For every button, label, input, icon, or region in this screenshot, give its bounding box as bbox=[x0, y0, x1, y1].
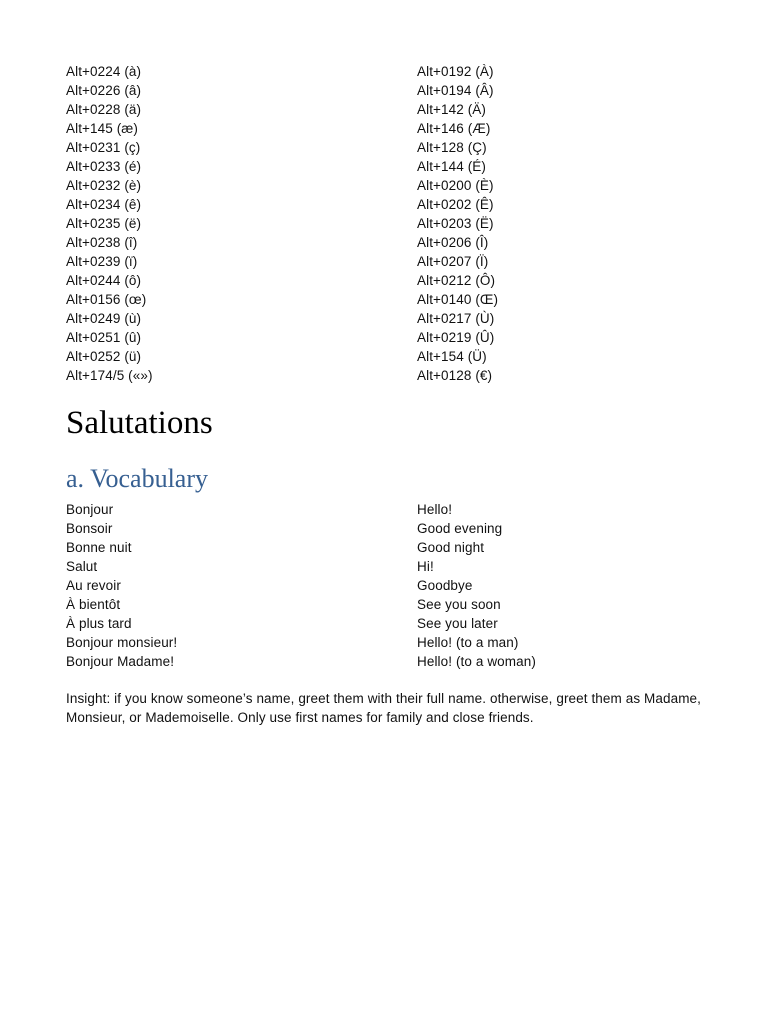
alt-code-uppercase: Alt+128 (Ç) bbox=[417, 140, 487, 155]
alt-code-lowercase: Alt+0239 (ï) bbox=[66, 254, 138, 269]
vocab-french: Au revoir bbox=[66, 578, 121, 593]
alt-code-lowercase: Alt+0234 (ê) bbox=[66, 197, 142, 212]
alt-code-lowercase: Alt+0252 (ü) bbox=[66, 349, 142, 364]
alt-code-uppercase: Alt+0202 (Ê) bbox=[417, 197, 494, 212]
alt-code-uppercase: Alt+0212 (Ô) bbox=[417, 273, 496, 288]
alt-code-uppercase: Alt+0140 (Œ) bbox=[417, 292, 499, 307]
vocab-english: Hello! (to a man) bbox=[417, 635, 519, 650]
vocab-french: Bonjour Madame! bbox=[66, 654, 175, 669]
insight-paragraph: Insight: if you know someone’s name, greet them with their full name. otherwise, greet them as Madame, Monsieur, or Mademoiselle. Only use first names for family and close friends. bbox=[66, 691, 702, 725]
alt-code-lowercase: Alt+0232 (è) bbox=[66, 178, 142, 193]
vocab-english: Hello! bbox=[417, 502, 453, 517]
alt-code-lowercase: Alt+0231 (ç) bbox=[66, 140, 141, 155]
alt-code-uppercase: Alt+0194 (Â) bbox=[417, 83, 494, 98]
alt-code-uppercase: Alt+0219 (Û) bbox=[417, 330, 495, 345]
alt-code-uppercase: Alt+154 (Ü) bbox=[417, 349, 487, 364]
subsection-title: a. Vocabulary bbox=[66, 464, 208, 493]
vocab-french: Bonsoir bbox=[66, 521, 113, 536]
alt-code-lowercase: Alt+0238 (î) bbox=[66, 235, 138, 250]
section-title: Salutations bbox=[66, 405, 213, 441]
alt-code-uppercase: Alt+0217 (Ù) bbox=[417, 311, 495, 326]
alt-code-uppercase: Alt+0192 (À) bbox=[417, 64, 494, 79]
alt-code-lowercase: Alt+174/5 («») bbox=[66, 368, 153, 383]
vocab-french: À plus tard bbox=[66, 616, 132, 631]
vocabulary-table bbox=[66, 500, 706, 671]
alt-code-uppercase: Alt+0128 (€) bbox=[417, 368, 493, 383]
alt-code-table bbox=[66, 62, 706, 385]
alt-code-lowercase: Alt+0244 (ô) bbox=[66, 273, 142, 288]
vocab-english: Goodbye bbox=[417, 578, 473, 593]
vocab-english: See you soon bbox=[417, 597, 501, 612]
alt-code-lowercase: Alt+0226 (â) bbox=[66, 83, 142, 98]
alt-code-uppercase: Alt+0203 (Ë) bbox=[417, 216, 494, 231]
vocab-french: À bientôt bbox=[66, 597, 121, 612]
alt-code-lowercase: Alt+0233 (é) bbox=[66, 159, 142, 174]
alt-code-lowercase: Alt+0224 (à) bbox=[66, 64, 142, 79]
alt-code-uppercase: Alt+0200 (È) bbox=[417, 178, 494, 193]
vocab-english: Good evening bbox=[417, 521, 503, 536]
vocab-french: Bonjour monsieur! bbox=[66, 635, 178, 650]
vocab-french: Bonjour bbox=[66, 502, 114, 517]
alt-code-lowercase: Alt+145 (æ) bbox=[66, 121, 139, 136]
vocab-french: Salut bbox=[66, 559, 98, 574]
alt-code-lowercase: Alt+0228 (ä) bbox=[66, 102, 142, 117]
alt-code-lowercase: Alt+0251 (û) bbox=[66, 330, 142, 345]
alt-code-lowercase: Alt+0235 (ë) bbox=[66, 216, 142, 231]
alt-code-uppercase: Alt+146 (Æ) bbox=[417, 121, 491, 136]
alt-code-lowercase: Alt+0249 (ù) bbox=[66, 311, 142, 326]
alt-code-uppercase: Alt+144 (É) bbox=[417, 159, 487, 174]
alt-code-uppercase: Alt+0206 (Î) bbox=[417, 235, 489, 250]
alt-code-uppercase: Alt+142 (Ä) bbox=[417, 102, 487, 117]
vocab-english: Hi! bbox=[417, 559, 434, 574]
alt-code-uppercase: Alt+0207 (Ï) bbox=[417, 254, 489, 269]
vocab-english: Hello! (to a woman) bbox=[417, 654, 536, 669]
vocab-french: Bonne nuit bbox=[66, 540, 132, 555]
alt-code-lowercase: Alt+0156 (œ) bbox=[66, 292, 147, 307]
vocab-english: See you later bbox=[417, 616, 498, 631]
vocab-english: Good night bbox=[417, 540, 485, 555]
